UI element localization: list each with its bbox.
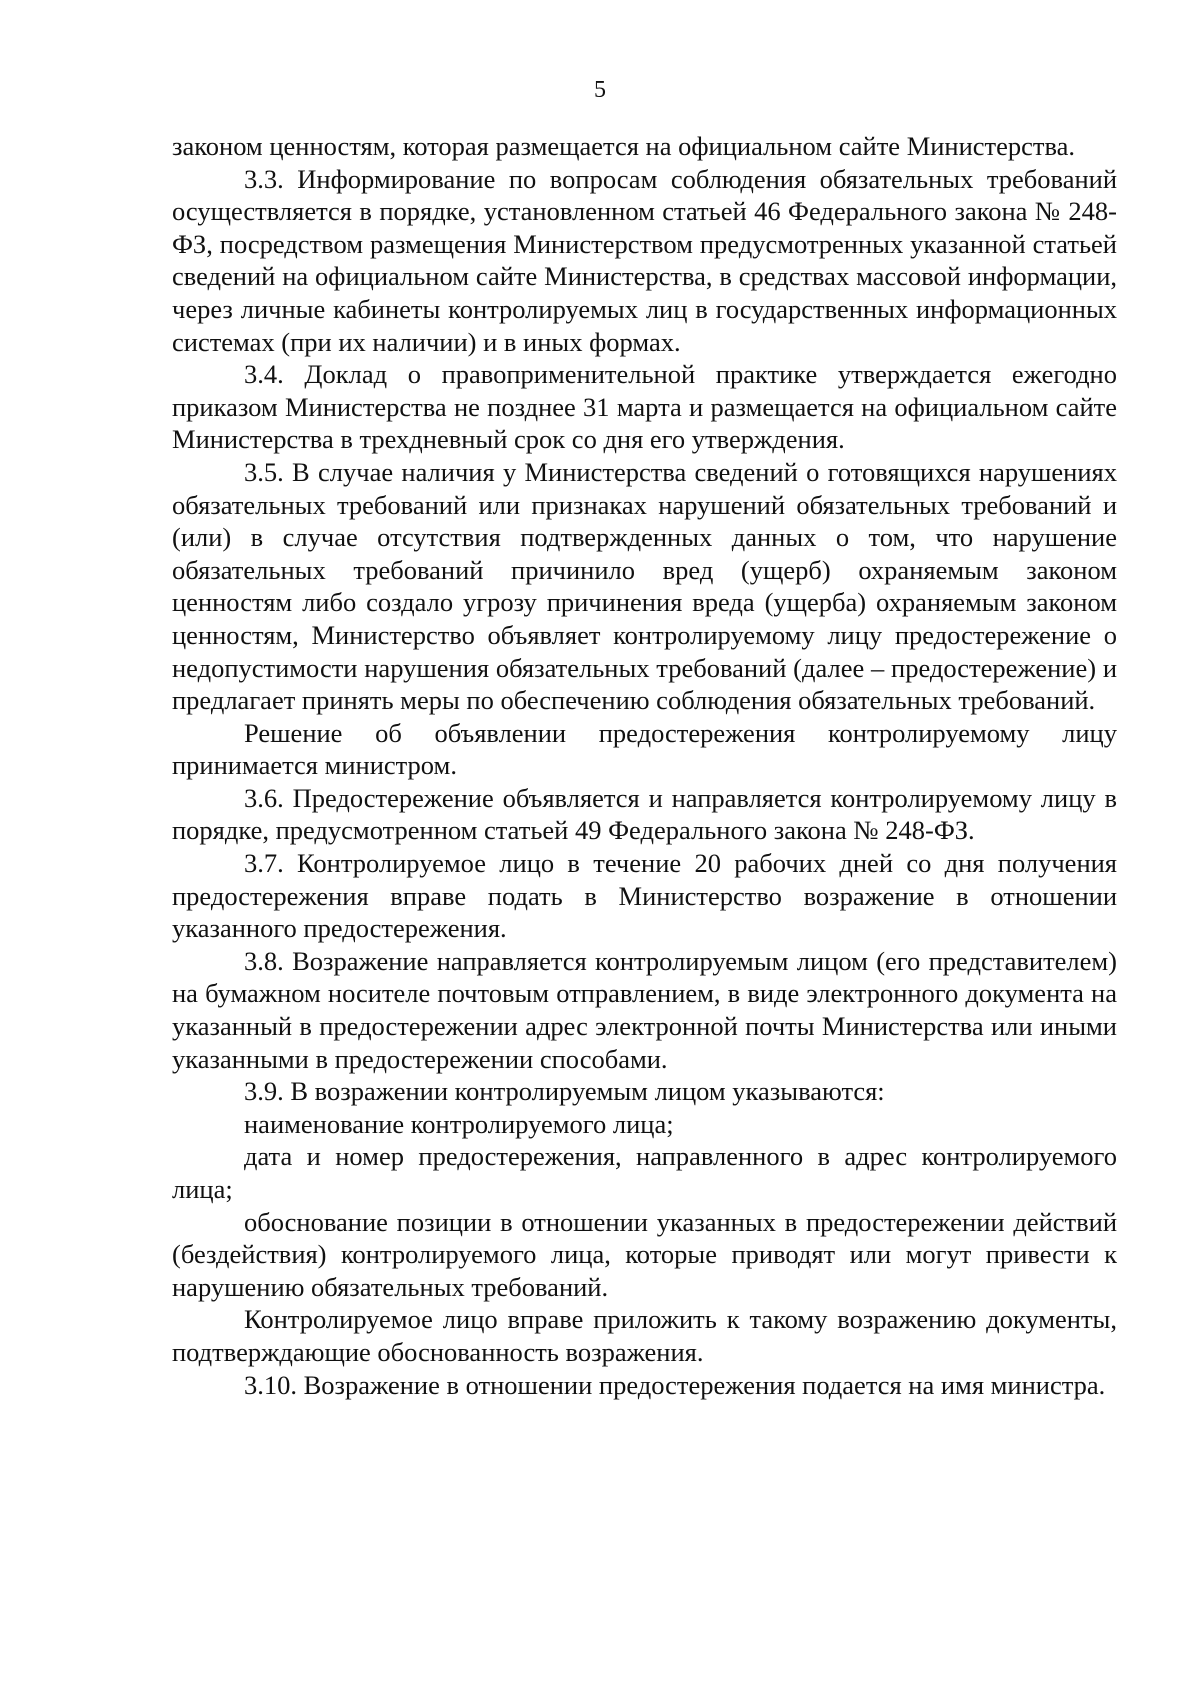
document-body	[172, 130, 1117, 1401]
paragraph-3-6: 3.6. Предостережение объявляется и направляется контролируемому лицу в порядке, предусмотренном статьей 49 Федерального закона № 248-ФЗ.	[172, 782, 1117, 846]
paragraph-3-5: 3.5. В случае наличия у Министерства сведений о готовящихся нарушениях обязательных требований или признаках нарушений обязательных требований и (или) в случае отсутствия подтвержденных данных о том, что нарушение обязательных требований причинило вред (ущерб) охраняемым законом ценностям либо создало угрозу причинения вреда (ущерба) охраняемым законом ценностям, Министерство объявляет контролируемому лицу предостережение о недопустимости нарушения обязательных требований (далее – предостережение) и предлагает принять меры по обеспечению соблюдения обязательных требований.	[172, 456, 1117, 716]
list-item-name: наименование контролируемого лица;	[244, 1108, 674, 1139]
paragraph-3-7: 3.7. Контролируемое лицо в течение 20 рабочих дней со дня получения предостережения вправе подать в Министерство возражение в отношении указанного предостережения.	[172, 848, 1117, 944]
paragraph-3-4: 3.4. Доклад о правоприменительной практике утверждается ежегодно приказом Министерства не позднее 31 марта и размещается на официальном сайте Министерства в трехдневный срок со дня его утверждения.	[172, 359, 1117, 455]
paragraph-3-8: 3.8. Возражение направляется контролируемым лицом (его представителем) на бумажном носителе почтовым отправлением, в виде электронного документа на указанный в предостережении адрес электронной почты Министерства или иными указанными в предостережении способами.	[172, 945, 1117, 1074]
paragraph-attachments: Контролируемое лицо вправе приложить к такому возражению документы, подтверждающие обоснованность возражения.	[172, 1304, 1117, 1367]
list-item-date-number: дата и номер предостережения, направленного в адрес контролируемого лица;	[172, 1141, 1117, 1204]
paragraph-decision: Решение об объявлении предостережения контролируемому лицу принимается министром.	[172, 717, 1117, 781]
paragraph-3-10: 3.10. Возражение в отношении предостережения подается на имя министра.	[244, 1369, 1106, 1400]
paragraph-3-9: 3.9. В возражении контролируемым лицом указываются:	[244, 1076, 885, 1107]
paragraph-3-3: 3.3. Информирование по вопросам соблюдения обязательных требований осуществляется в порядке, установленном статьей 46 Федерального закона № 248-ФЗ, посредством размещения Министерством предусмотренных указанной статьей сведений на официальном сайте Министерства, в средствах массовой информации, через личные кабинеты контролируемых лиц в государственных информационных системах (при их наличии) и в иных формах.	[172, 163, 1117, 357]
list-item-justification: обоснование позиции в отношении указанных в предостережении действий (бездействия) контролируемого лица, которые приводят или могут привести к нарушению обязательных требований.	[172, 1206, 1117, 1302]
page-number: 5	[594, 77, 606, 103]
paragraph-continuation: законом ценностям, которая размещается на официальном сайте Министерства.	[172, 131, 1076, 161]
